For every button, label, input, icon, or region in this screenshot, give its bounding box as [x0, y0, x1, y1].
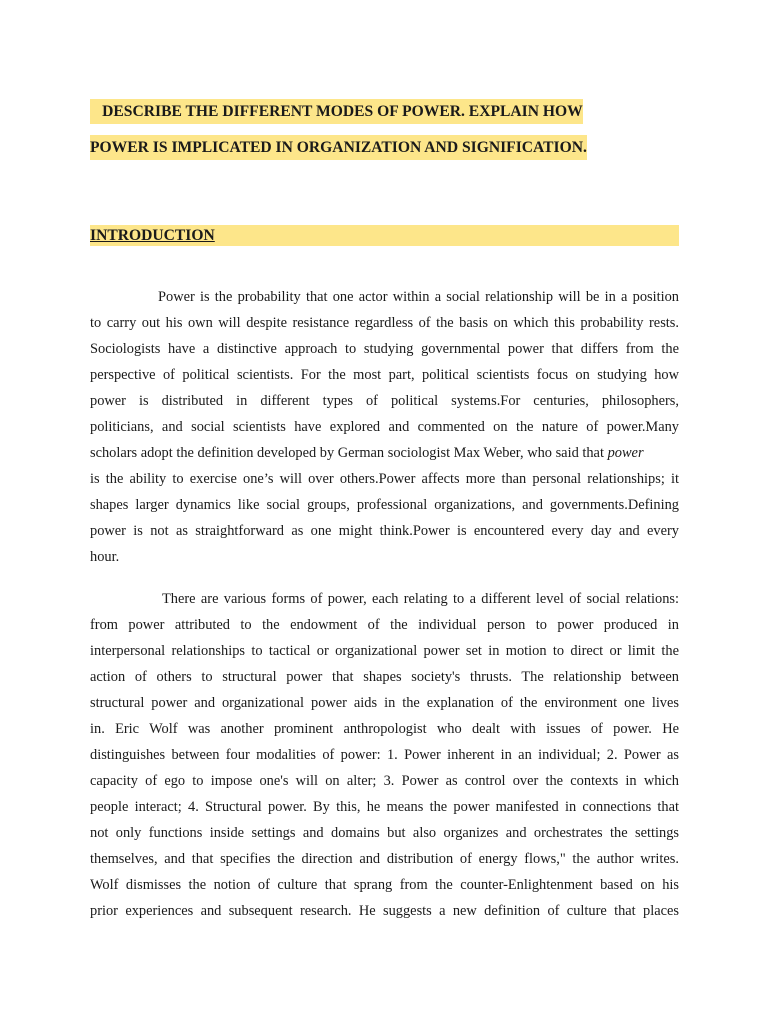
title-line-1-text: DESCRIBE THE DIFFERENT MODES OF POWER. EXPLAIN HOW — [90, 103, 571, 120]
title-line-2 — [90, 130, 690, 166]
paragraph-2-line: themselves, and that specifies the direction and distribution of energy flows," the author writes. — [90, 851, 679, 867]
paragraph-1-line: shapes larger dynamics like social groups, professional organizations, and governments.Defining — [90, 497, 679, 513]
paragraph-1 — [90, 284, 679, 570]
paragraph-1-line: Power is the probability that one actor within a social relationship will be in a position — [158, 289, 679, 305]
paragraph-1-line: perspective of political scientists. For the most part, political scientists focus on studying how — [90, 367, 679, 383]
title-line-1 — [90, 94, 690, 130]
paragraph-2-line: interpersonal relationships to tactical or organizational power set in motion to direct or limit the — [90, 643, 679, 659]
paragraph-1-line: to carry out his own will despite resistance regardless of the basis on which this probability rests. — [90, 315, 679, 331]
paragraph-2-line: distinguishes between four modalities of power: 1. Power inherent in an individual; 2. Power as — [90, 747, 679, 763]
paragraph-2-line: Wolf dismisses the notion of culture that sprang from the counter-Enlightenment based on his — [90, 877, 679, 893]
paragraph-1-line: is the ability to exercise one’s will over others.Power affects more than personal relationships; it — [90, 471, 679, 487]
paragraph-1-line: power is not as straightforward as one might think.Power is encountered every day and every — [90, 523, 679, 539]
paragraph-2-line: not only functions inside settings and domains but also organizes and orchestrates the settings — [90, 825, 679, 841]
section-heading: INTRODUCTION — [90, 227, 215, 244]
bullet-glyph — [90, 103, 102, 120]
document-title — [90, 94, 690, 166]
paragraph-1-line-text: scholars adopt the definition developed by German sociologist Max Weber, who said that — [90, 445, 604, 461]
title-line-2-text: POWER IS IMPLICATED IN ORGANIZATION AND SIGNIFICATION. — [90, 135, 587, 160]
paragraph-2 — [90, 586, 679, 924]
paragraph-2-line: in. Eric Wolf was another prominent anthropologist who dealt with issues of power. He — [90, 721, 679, 737]
paragraph-2-line: from power attributed to the endowment of the individual person to power produced in — [90, 617, 679, 633]
paragraph-2-line: prior experiences and subsequent research. He suggests a new definition of culture that places — [90, 903, 679, 919]
paragraph-1-line: politicians, and social scientists have explored and commented on the nature of power.Many — [90, 419, 679, 435]
italic-word: power — [607, 445, 644, 461]
paragraph-1-line-with-italic — [90, 440, 679, 466]
section-heading-highlight — [90, 225, 679, 246]
paragraph-2-line: capacity of ego to impose one's will on alter; 3. Power as control over the contexts in which — [90, 773, 679, 789]
paragraph-2-line: structural power and organizational power aids in the explanation of the environment one lives — [90, 695, 679, 711]
paragraph-1-line: hour. — [90, 549, 120, 565]
paragraph-1-line: Sociologists have a distinctive approach to studying governmental power that differs from the — [90, 341, 679, 357]
paragraph-2-line: people interact; 4. Structural power. By this, he means the power manifested in connections that — [90, 799, 679, 815]
paragraph-2-line: There are various forms of power, each relating to a different level of social relations: — [162, 591, 679, 607]
paragraph-1-line: power is distributed in different types of political systems.For centuries, philosophers, — [90, 393, 679, 409]
paragraph-2-line: action of others to structural power that shapes society's thrusts. The relationship between — [90, 669, 679, 685]
